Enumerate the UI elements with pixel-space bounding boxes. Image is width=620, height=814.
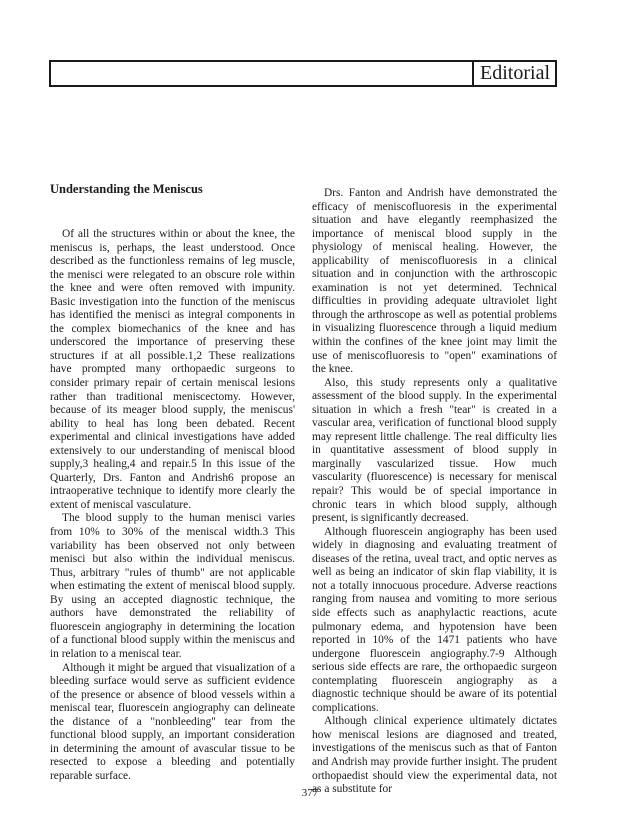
- paragraph: Although clinical experience ultimately dictates how meniscal lesions are diagnosed and treated, investigations of the meniscus such as that of Fanton and Andrish may provide further insight. The prudent orthopaedist should view the experimental data, not as a substitute for: [312, 715, 557, 796]
- paragraph: Although it might be argued that visualization of a bleeding surface would serve as sufficient evidence of the presence or absence of blood vessels within a meniscal tear, fluorescein angiography can delineate the distance of a "nonbleeding" tear from the functional blood supply, an important consideration in determining the amount of avascular tissue to be resected to expose a bleeding and potentially reparable surface.: [50, 661, 295, 782]
- paragraph: Also, this study represents only a qualitative assessment of the blood supply. In the experimental situation in which a fresh "tear" is created in a vascular area, verification of functional blood supply may represent little challenge. The real difficulty lies in quantitative assessment of blood supply in marginally vascularized tissue. How much vascularity (fluorescence) is necessary for meniscal repair? This would be of special importance in chronic tears in which blood supply, although present, is significantly decreased.: [312, 376, 557, 525]
- paragraph: Of all the structures within or about the knee, the meniscus is, perhaps, the least understood. Once described as the functionless remains of leg muscle, the menisci were relegated to an obscure role within the knee and were often removed with impunity. Basic investigation into the function of the meniscus has identified the menisci as integral components in the complex biomechanics of the knee and has underscored the importance of preserving these structures if at all possible.1,2 These realizations have prompted many orthopaedic surgeons to consider primary repair of certain meniscal lesions rather than traditional meniscectomy. However, because of its meager blood supply, the meniscus' ability to heal has long been debated. Recent experimental and clinical investigations have added extensively to our understanding of meniscal blood supply,3 healing,4 and repair.5 In this issue of the Quarterly, Drs. Fanton and Andrish6 propose an intraoperative technique to identify more clearly the extent of meniscal vasculature.: [50, 228, 295, 511]
- paragraph: Drs. Fanton and Andrish have demonstrated the efficacy of meniscofluoresis in the experimental situation and have elegantly reemphasized the importance of meniscal blood supply in the physiology of meniscal healing. However, the applicability of meniscofluoresis in a clinical situation and in conjunction with the arthroscopic examination is not yet determined. Technical difficulties in providing adequate ultraviolet light through the arthroscope as well as potential problems in visualizing fluorescence through a liquid medium within the confines of the knee joint may limit the use of meniscofluoresis to "open" examinations of the knee.: [312, 187, 557, 376]
- left-column: [50, 228, 295, 783]
- page-number: 377: [301, 787, 319, 799]
- section-label: Editorial: [472, 62, 553, 85]
- paragraph: The blood supply to the human menisci varies from 10% to 30% of the meniscal width.3 This variability has been observed not only between menisci but also within the individual meniscus. Thus, arbitrary "rules of thumb" are not applicable when estimating the extent of meniscal blood supply. By using an accepted diagnostic technique, the authors have demonstrated the reliability of fluorescein angiography in determining the location of a functional blood supply within the meniscus and in relation to a meniscal tear.: [50, 512, 295, 660]
- right-column: [312, 187, 557, 797]
- article-title: Understanding the Meniscus: [50, 182, 203, 196]
- paragraph: Although fluorescein angiography has been used widely in diagnosing and evaluating treatment of diseases of the retina, uveal tract, and optic nerves as well as being an indicator of skin flap viability, it is not a totally innocuous procedure. Adverse reactions ranging from nausea and vomiting to more serious side effects such as anaphylactic reactions, acute pulmonary edema, and hypotension have been reported in 10% of the 1471 patients who have undergone fluorescein angiography.7-9 Although serious side effects are rare, the orthopaedic surgeon contemplating fluorescein angiography as a diagnostic technique should be aware of its potential complications.: [312, 525, 557, 714]
- editorial-header: [49, 60, 557, 87]
